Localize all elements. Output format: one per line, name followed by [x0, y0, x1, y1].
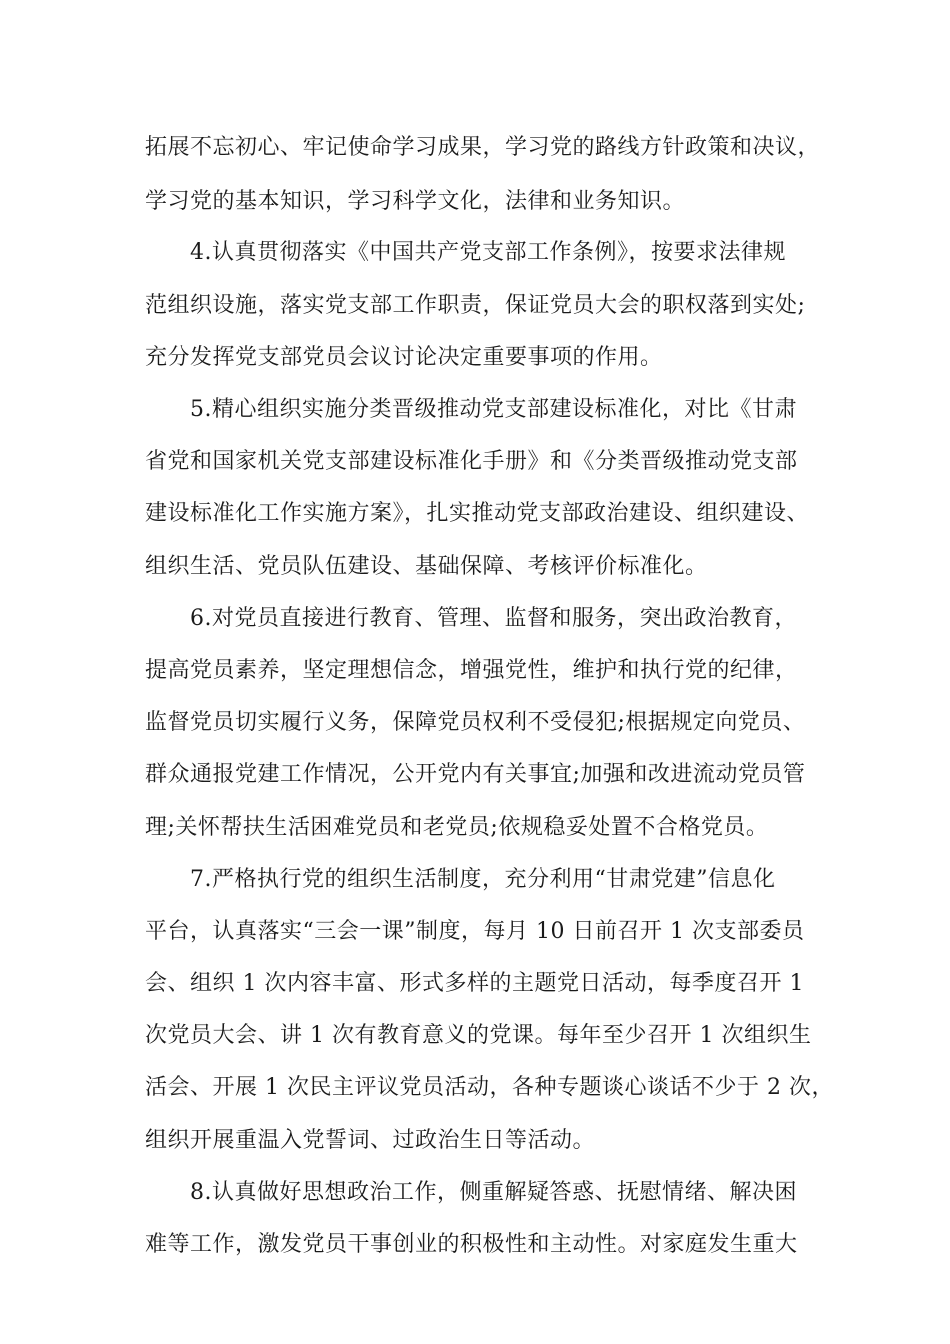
text-line: 组织生活、党员队伍建设、基础保障、考核评价标准化。 [145, 554, 708, 579]
paragraph-4-start: 4.认真贯彻落实《中国共产党支部工作条例》，按要求法律规 [190, 240, 786, 265]
text-line: 组织开展重温入党誓词、过政治生日等活动。 [145, 1128, 596, 1153]
text-line: 会、组织 1 次内容丰富、形式多样的主题党日活动，每季度召开 1 [145, 971, 804, 996]
text-line: 次党员大会、讲 1 次有教育意义的党课。每年至少召开 1 次组织生 [145, 1023, 812, 1048]
text-line: 提高党员素养，坚定理想信念，增强党性，维护和执行党的纪律， [145, 658, 798, 683]
text-line: 监督党员切实履行义务，保障党员权利不受侵犯;根据规定向党员、 [145, 710, 806, 735]
text-line: 难等工作，激发党员干事创业的积极性和主动性。对家庭发生重大 [145, 1232, 798, 1257]
text-line: 充分发挥党支部党员会议讨论决定重要事项的作用。 [145, 345, 663, 370]
paragraph-6-start: 6.对党员直接进行教育、管理、监督和服务，突出政治教育， [190, 606, 797, 631]
text-line: 学习党的基本知识，学习科学文化，法律和业务知识。 [145, 189, 686, 214]
text-line: 理;关怀帮扶生活困难党员和老党员;依规稳妥处置不合格党员。 [145, 815, 769, 840]
text-line: 建设标准化工作实施方案》，扎实推动党支部政治建设、组织建设、 [145, 501, 810, 526]
paragraph-5-start: 5.精心组织实施分类晋级推动党支部建设标准化，对比《甘肃 [190, 397, 797, 422]
text-line: 拓展不忘初心、牢记使命学习成果，学习党的路线方针政策和决议， [145, 135, 821, 160]
text-line: 范组织设施，落实党支部工作职责，保证党员大会的职权落到实处; [145, 293, 806, 318]
text-line: 平台，认真落实“三会一课”制度，每月 10 日前召开 1 次支部委员 [145, 919, 805, 944]
text-line: 群众通报党建工作情况，公开党内有关事宜;加强和改进流动党员管 [145, 762, 806, 787]
text-line: 活会、开展 1 次民主评议党员活动，各种专题谈心谈话不少于 2 次， [145, 1075, 834, 1100]
text-line: 省党和国家机关党支部建设标准化手册》和《分类晋级推动党支部 [145, 449, 798, 474]
paragraph-7-start: 7.严格执行党的组织生活制度，充分利用“甘肃党建”信息化 [190, 867, 776, 892]
paragraph-8-start: 8.认真做好思想政治工作，侧重解疑答惑、抚慰情绪、解决困 [190, 1180, 797, 1205]
